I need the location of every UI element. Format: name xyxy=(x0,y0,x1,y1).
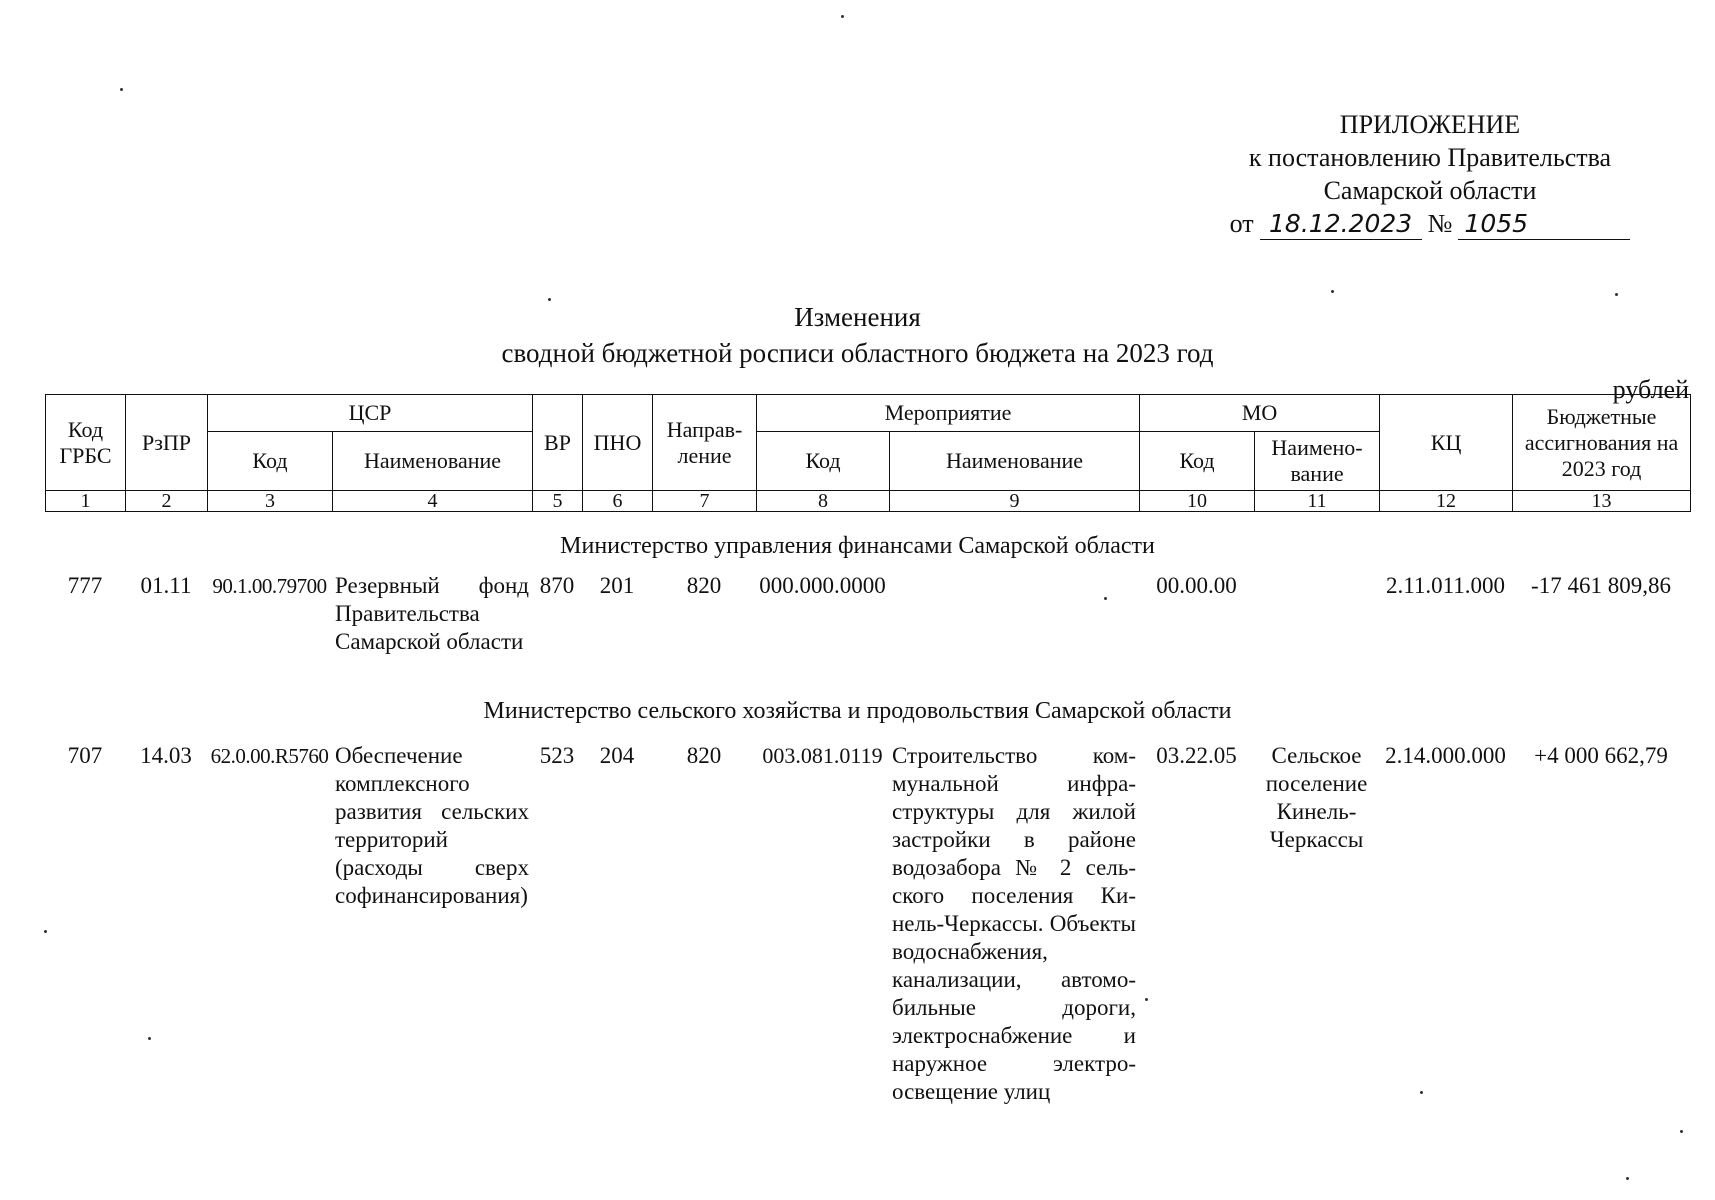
header-pno: ПНО xyxy=(583,395,653,491)
column-number: 9 xyxy=(890,491,1140,512)
scan-speck xyxy=(841,15,844,18)
table-row xyxy=(45,572,1690,656)
column-number: 13 xyxy=(1513,491,1691,512)
appendix-block xyxy=(1180,108,1680,240)
appendix-title: ПРИЛОЖЕНИЕ xyxy=(1339,110,1521,139)
column-number: 5 xyxy=(533,491,583,512)
cell-rzpr: 14.03 xyxy=(140,743,192,768)
cell-mo-name xyxy=(1254,572,1379,656)
column-number: 4 xyxy=(333,491,533,512)
cell-mo-kod: 00.00.00 xyxy=(1156,573,1237,598)
header-csr-kod: Код xyxy=(208,432,333,491)
cell-direction: 820 xyxy=(686,743,722,768)
appendix-line-decree: к постановлению Правительства xyxy=(1248,143,1612,172)
number-label: № xyxy=(1427,209,1453,238)
scan-speck xyxy=(1626,1177,1629,1180)
column-number: 1 xyxy=(46,491,126,512)
cell-mo-kod: 03.22.05 xyxy=(1156,743,1237,768)
cell-event-kod: 003.081.0119 xyxy=(762,743,883,768)
scan-speck xyxy=(1420,1091,1423,1094)
cell-kc: 2.11.011.000 xyxy=(1385,573,1506,598)
cell-amount: -17 461 809,86 xyxy=(1531,573,1671,598)
cell-kc: 2.14.000.000 xyxy=(1385,743,1506,768)
header-event: Мероприятие xyxy=(757,395,1140,432)
header-rzpr: РзПР xyxy=(126,395,208,491)
cell-event-name: Строительство коммунальной инфраструктуры для жилой застройки в районе водозабора № 2 сельского поселения Кинель-Черкассы. Объекты водоснабжения, канализации, автомобильные дороги, электроснабжение и наружное электроосвещение улиц xyxy=(892,743,1136,1104)
scan-speck xyxy=(148,1037,151,1040)
document-subtitle: сводной бюджетной росписи областного бюджета на 2023 год xyxy=(501,338,1214,368)
column-number: 6 xyxy=(583,491,653,512)
cell-csr-kod: 90.1.00.79700 xyxy=(212,574,327,598)
handwritten-date: 18.12.2023 xyxy=(1260,209,1422,240)
header-event-name: Наименование xyxy=(890,432,1140,491)
scan-speck xyxy=(1615,293,1618,296)
header-kod-grbs: Код ГРБС xyxy=(46,395,126,491)
cell-csr-name: Обеспечение комплексного развития сельских территорий (расходы сверх софинансирования) xyxy=(335,743,529,908)
column-number: 10 xyxy=(1140,491,1255,512)
cell-csr-kod: 62.0.00.R5760 xyxy=(210,744,329,768)
cell-vr: 870 xyxy=(539,573,575,598)
header-mo-name: Наимено-вание xyxy=(1255,432,1380,491)
cell-grbs: 707 xyxy=(67,743,103,768)
cell-pno: 201 xyxy=(599,573,635,598)
column-number: 2 xyxy=(126,491,208,512)
cell-vr: 523 xyxy=(539,743,575,768)
cell-pno: 204 xyxy=(599,743,635,768)
scan-speck xyxy=(1104,597,1107,600)
section-title-agriculture-ministry: Министерство сельского хозяйства и продовольствия Самарской области xyxy=(483,698,1232,724)
cell-direction: 820 xyxy=(686,573,722,598)
section-title-finance-ministry: Министерство управления финансами Самарской области xyxy=(560,533,1155,559)
header-mo-kod: Код xyxy=(1140,432,1255,491)
header-mo: МО xyxy=(1140,395,1380,432)
cell-event-name xyxy=(889,572,1139,656)
scan-speck xyxy=(120,88,123,91)
scan-speck xyxy=(1145,998,1148,1001)
column-number: 11 xyxy=(1255,491,1380,512)
header-direction: Направ-ление xyxy=(653,395,757,491)
scan-speck xyxy=(44,930,47,933)
column-number: 8 xyxy=(757,491,890,512)
cell-grbs: 777 xyxy=(67,573,103,598)
appendix-date-line xyxy=(1230,207,1631,240)
header-csr: ЦСР xyxy=(208,395,533,432)
document-title: Изменения xyxy=(794,302,921,332)
header-vr: ВР xyxy=(533,395,583,491)
cell-amount: +4 000 662,79 xyxy=(1534,743,1668,768)
cell-csr-name: Резервный фонд Правительства Самарской области xyxy=(335,573,529,654)
column-number: 3 xyxy=(208,491,333,512)
cell-event-kod: 000.000.0000 xyxy=(759,573,886,598)
header-table xyxy=(45,394,1691,512)
from-label: от xyxy=(1229,209,1254,238)
header-kc: КЦ xyxy=(1380,395,1513,491)
column-number: 12 xyxy=(1380,491,1513,512)
units-label: рублей xyxy=(1612,375,1689,404)
column-number: 7 xyxy=(653,491,757,512)
scan-speck xyxy=(548,298,551,301)
table-row xyxy=(45,742,1690,1106)
header-budget: Бюджетные ассигнования на 2023 год xyxy=(1513,395,1691,491)
header-event-kod: Код xyxy=(757,432,890,491)
cell-rzpr: 01.11 xyxy=(140,573,192,598)
scan-speck xyxy=(1680,1130,1683,1133)
cell-mo-name: Сельское поселение Кинель-Черкассы xyxy=(1265,743,1368,852)
handwritten-number: 1055 xyxy=(1458,209,1630,240)
appendix-line-region: Самарской области xyxy=(1323,176,1537,205)
header-csr-name: Наименование xyxy=(333,432,533,491)
scan-speck xyxy=(1331,290,1334,293)
